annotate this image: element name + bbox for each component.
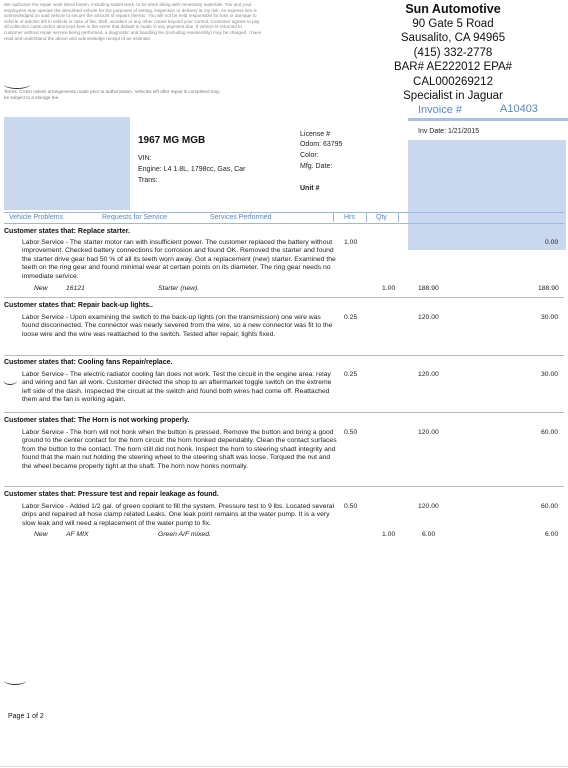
invoice-date: Inv Date: 1/21/2015 — [418, 128, 480, 135]
part-total: 188.90 — [538, 285, 559, 292]
part-price: 6.00 — [422, 531, 436, 538]
section-title: Customer states that: Cooling fans Repair/replace. — [4, 359, 173, 366]
part-quantity: 1.00 — [382, 285, 396, 292]
invoice-number: A10403 — [500, 103, 538, 115]
vehicle-license: License # — [300, 131, 330, 138]
labor-description: Labor Service - The horn will not honk when the button is pressed. Remove the button and bring a good ground to the center contact for the horn circuit: the horn honked dependably. Clean the contact surfaces from the button to the contact. The horn still did not honk. Inspect the horn to steering shadt integrity and found that the main nut holding the steering wheel to the steering shaft was loose. Torqued the nut and the wheel became properly tight at the shaft. The horn now honks normally. — [22, 429, 337, 470]
labor-hours: 1.00 — [344, 239, 358, 246]
part-number: AF MIX — [66, 531, 89, 538]
terms-fine-print: We authorize the repair work listed herein, including sublet work, to be done along with necessary materials. You and your employees may operate the described vehicle for the purposes of testing, inspection or delivery at my risk. An express lien is acknowledged on said vehicle to secure the amount of repairs thereto. You will not be held responsible for loss or damage to vehicle or articles left in vehicle in case of fire, theft, accident or any other cause beyond your control. Customer agrees to pay all collection costs and/or attorneys fees in the event that default is made in any payment due. If vehicle is returned to customer without repair service being performed, a diagnostic and handling fee (including reassembly) may be charged. I have read and understand the above and acknowledge receipt of an estimate. — [4, 2, 262, 41]
vehicle-odometer: Odom: 63795 — [300, 141, 343, 148]
labor-total: 30.00 — [541, 314, 559, 321]
part-price: 188.90 — [418, 285, 439, 292]
section-divider — [4, 412, 564, 413]
part-description: Starter (new). — [158, 285, 200, 292]
vehicle-unit: Unit # — [300, 185, 320, 192]
vehicle-title: 1967 MG MGB — [138, 135, 206, 146]
company-address-1: 90 Gate 5 Road — [412, 17, 494, 30]
scan-edge-line — [0, 766, 568, 767]
company-specialty: Specialist in Jaguar — [403, 90, 503, 102]
page-number: Page 1 of 2 — [8, 713, 44, 720]
labor-description: Labor Service - Added 1/2 gal. of green coolant to fill the system. Pressure test to 9 lbs. Located several drips and repaired all hose clamp related Leaks. One leak point remains at the water pump. It is a very slow leak and will need a replacement of the water pump to fix. — [22, 503, 335, 527]
labor-hours: 0.50 — [344, 429, 358, 436]
column-divider — [398, 212, 399, 222]
redacted-customer-info — [4, 117, 130, 210]
labor-rate: 120.00 — [418, 503, 439, 510]
vehicle-engine: Engine: L4 1.8L, 1798cc, Gas, Car — [138, 166, 246, 173]
invoice-band — [408, 118, 568, 121]
labor-rate: 120.00 — [418, 429, 439, 436]
col-services-performed: Services Performed — [210, 214, 272, 221]
labor-rate: 120.00 — [418, 371, 439, 378]
col-vehicle-problems: Vehicle Problems — [9, 214, 64, 221]
section-divider — [4, 297, 564, 298]
company-phone: (415) 332-2778 — [413, 46, 493, 59]
scan-mark — [3, 376, 17, 385]
company-block — [358, 2, 548, 104]
col-requests: Requests for Service — [102, 214, 167, 221]
company-license: BAR# AE222012 EPA# CAL000269212 — [393, 61, 513, 88]
column-divider — [333, 212, 334, 222]
payment-terms: Terms: CASH unless arrangements made prior to authorization. Vehicles left after repair is completed may be subject to a storage fee. — [4, 89, 220, 100]
labor-total: 60.00 — [541, 503, 559, 510]
col-qty: Qty — [376, 214, 387, 221]
part-description: Green A/F mixed. — [158, 531, 211, 538]
section-title: Customer states that: The Horn is not working properly. — [4, 417, 190, 424]
labor-total: 60.00 — [541, 429, 559, 436]
labor-description: Labor Service - Upon examining the switch to the back-up lights (on the transmission) one wire was found disconnected. The connector was nearly severed from the wire, so a new connector was fit to the loose wire and the wire was reattached to the switch. Tested after repair; lights fixed. — [22, 314, 333, 338]
part-condition: New — [34, 531, 48, 538]
labor-total: 0.00 — [545, 239, 559, 246]
section-title: Customer states that: Repair back-up lights.. — [4, 302, 153, 309]
vehicle-color: Color: — [300, 152, 319, 159]
part-quantity: 1.00 — [382, 531, 396, 538]
col-hrs: Hrs — [344, 214, 355, 221]
vehicle-vin: VIN: — [138, 155, 152, 162]
labor-total: 30.00 — [541, 371, 559, 378]
section-divider — [4, 486, 564, 487]
labor-rate: 120.00 — [418, 314, 439, 321]
vehicle-mfg-date: Mfg. Date: — [300, 163, 333, 170]
section-title: Customer states that: Pressure test and repair leakage as found. — [4, 491, 219, 498]
labor-hours: 0.25 — [344, 371, 358, 378]
section-title: Customer states that: Replace starter. — [4, 228, 131, 235]
labor-hours: 0.50 — [344, 503, 358, 510]
labor-hours: 0.25 — [344, 314, 358, 321]
part-total: 6.00 — [545, 531, 559, 538]
column-divider — [366, 212, 367, 222]
section-divider — [4, 355, 564, 356]
vehicle-trans: Trans: — [138, 177, 158, 184]
scan-mark — [4, 676, 26, 685]
scan-mark — [4, 80, 30, 89]
part-condition: New — [34, 285, 48, 292]
labor-description: Labor Service - The starter motor ran with insufficient power. The customer replaced the battery without improvement. Checked battery connections for corrosion and found OK. Removed the starter and found the starter drive gear had 50 % of all its teeth worn away. Got a replacement (new) starter. Examined the teeth on the ring gear and found minimal wear at certain points on its diameter. The ring gear needs no immediate service. — [22, 239, 336, 280]
part-number: 16121 — [66, 285, 85, 292]
labor-description: Labor Service - The electric radiator cooling fan does not work. Test the circuit in the engine area: relay and wiring and fan all work. Customer directed the shop to an aftermarket toggle switch on the extreme left side of the dash. Inspected the circuit at the switch and found both wires had come off. Reattached them and the fan is working again. — [22, 371, 332, 404]
company-address-2: Sausalito, CA 94965 — [400, 32, 506, 44]
column-header-row — [4, 212, 564, 224]
company-name: Sun Automotive — [405, 2, 501, 16]
invoice-label: Invoice # — [418, 104, 463, 116]
